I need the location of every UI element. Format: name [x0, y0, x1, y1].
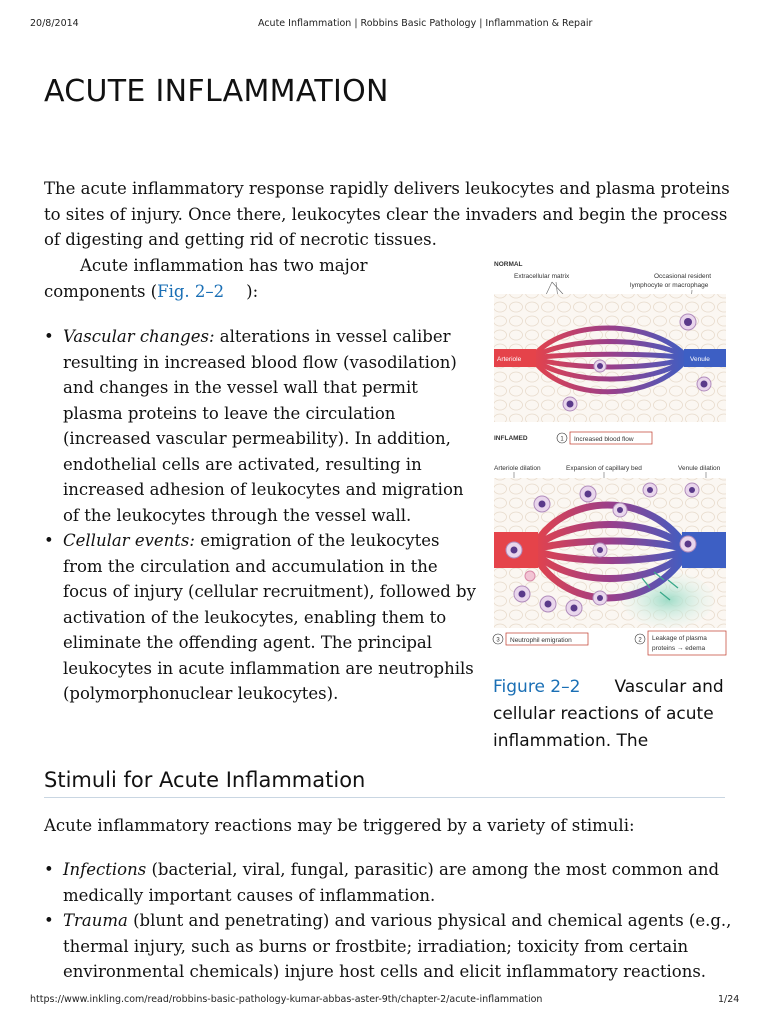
venule-dilation-label: Venule dilation	[678, 465, 721, 472]
list-item	[44, 857, 732, 908]
print-date: 20/8/2014	[30, 18, 79, 29]
resident-label-2: lymphocyte or macrophage	[630, 282, 709, 289]
components-intro	[44, 253, 474, 304]
components-list	[44, 324, 476, 707]
resident-label-1: Occasional resident	[654, 273, 712, 280]
section-divider	[44, 797, 725, 798]
list-item	[44, 324, 476, 528]
page-title: ACUTE INFLAMMATION	[44, 74, 389, 109]
step2-label-2: proteins → edema	[652, 645, 706, 652]
list-item-term: Infections	[63, 860, 147, 879]
venule-label: Venule	[690, 356, 710, 363]
list-item	[44, 528, 476, 707]
stimuli-list	[44, 857, 732, 985]
print-page-number: 1/24	[718, 994, 740, 1005]
figure-link[interactable]: Fig. 2–2	[157, 281, 225, 301]
step2-number: 2	[638, 637, 642, 644]
capillary-expansion-label: Expansion of capillary bed	[566, 465, 642, 472]
figure-caption	[493, 674, 733, 755]
list-item-term: Cellular events:	[63, 531, 195, 550]
list-item-text: alterations in vessel caliber resulting in increased blood flow (vasodilation) and changes in the vessel wall that permit plasma proteins to leave the circulation (increased vascular permeability). In addition, endothelial cells are activated, resulting in increased adhesion of leukocytes and migration of the leukocytes through the vessel wall.	[63, 327, 464, 525]
stimuli-intro: Acute inflammatory reactions may be triggered by a variety of stimuli:	[44, 816, 635, 835]
step1-number: 1	[560, 436, 564, 443]
step3-number: 3	[496, 637, 500, 644]
arteriole-label: Arteriole	[497, 356, 522, 363]
inflamed-label: INFLAMED	[494, 435, 528, 442]
list-item-text: (bacterial, viral, fungal, parasitic) are among the most common and medically important causes of inflammation.	[63, 860, 720, 905]
list-item-text: (blunt and penetrating) and various physical and chemical agents (e.g., thermal injury, such as burns or frostbite; irradiation; toxicity from certain environmental chemicals) injure host cells and elicit inflammatory reactions.	[63, 911, 732, 981]
step1-label: Increased blood flow	[574, 436, 634, 443]
list-item-text: emigration of the leukocytes from the circulation and accumulation in the focus of injury (cellular recruitment), followed by activation of the leukocytes, enabling them to eliminate the offending agent. The principal leukocytes in acute inflammation are neutrophils (polymorphonuclear leukocytes).	[63, 531, 476, 703]
step2-label-1: Leakage of plasma	[652, 635, 707, 642]
components-intro-close: ):	[246, 281, 259, 301]
arteriole-dilation-label: Arteriole dilation	[494, 465, 541, 472]
section-heading: Stimuli for Acute Inflammation	[44, 768, 366, 792]
figure-caption-text: Vascular and cellular reactions of acute inflammation. The	[493, 677, 724, 751]
print-url: https://www.inkling.com/read/robbins-basic-pathology-kumar-abbas-aster-9th/chapter-2/acute-inflammation	[30, 994, 543, 1005]
intro-paragraph: The acute inflammatory response rapidly delivers leukocytes and plasma proteins to sites of injury. Once there, leukocytes clear the invaders and begin the process of digesting and getting rid of necrotic tissues.	[44, 179, 730, 249]
components-intro-text: Acute inflammation has two major components (	[44, 256, 368, 301]
step3-label: Neutrophil emigration	[510, 637, 572, 644]
ecm-label: Extracellular matrix	[514, 273, 570, 280]
figure-caption-label: Figure 2–2	[493, 677, 581, 697]
list-item-term: Trauma	[63, 911, 128, 930]
normal-label: NORMAL	[494, 261, 523, 268]
print-page-title: Acute Inflammation | Robbins Basic Pathology | Inflammation & Repair	[258, 18, 593, 29]
list-item	[44, 908, 732, 985]
inflammation-figure	[492, 258, 728, 658]
list-item-term: Vascular changes:	[63, 327, 215, 346]
